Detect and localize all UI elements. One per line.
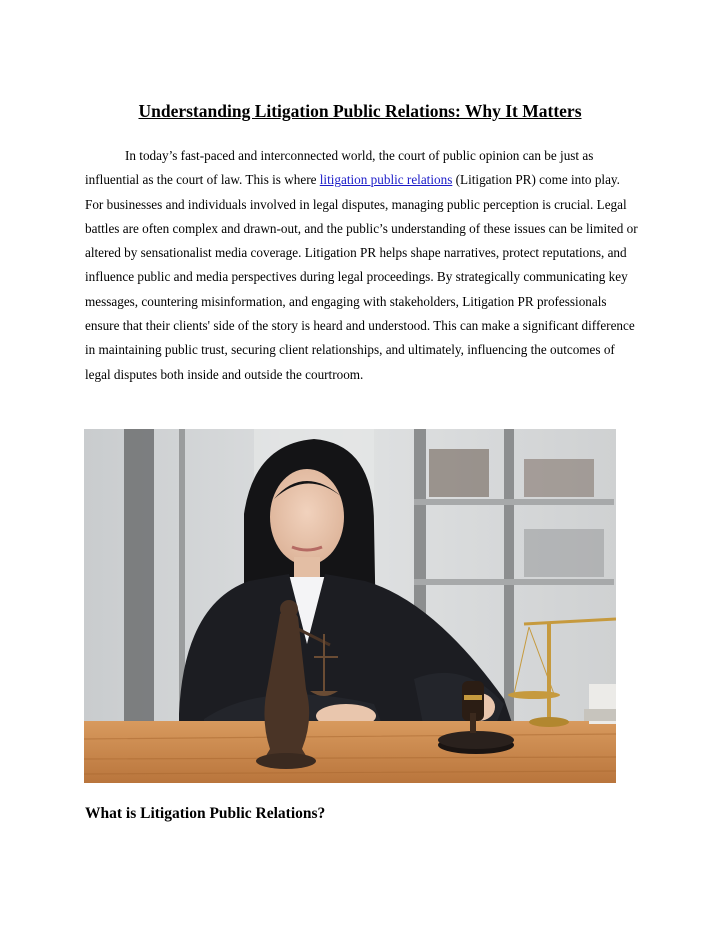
page-title: Understanding Litigation Public Relations: Why It Matters bbox=[138, 101, 582, 121]
litigation-pr-link[interactable]: litigation public relations bbox=[319, 172, 453, 188]
intro-paragraph bbox=[85, 144, 640, 387]
paragraph-text-end: (Litigation PR) come into play. For businesses and individuals involved in legal disputes, managing public perception is crucial. Legal battles are often complex and drawn-out, and the public’s understanding of these issues can be limited or altered by sensationalist media coverage. Litigation PR helps shape narratives, protect reputations, and influence public and media perspectives during legal proceedings. By strategically communicating key messages, countering misinformation, and engaging with stakeholders, Litigation PR professionals ensure that their clients' side of the story is heard and understood. This can make a significant difference in maintaining public trust, securing client relationships, and ultimately, influencing the outcomes of legal disputes both inside and outside the courtroom. bbox=[85, 172, 638, 382]
paragraph-text-start: In today’s fast-paced and interconnected world, the court of public opinion can be just as influential as the court of law. This is where bbox=[85, 148, 594, 188]
section-heading: What is Litigation Public Relations? bbox=[85, 805, 326, 822]
lawyer-with-gavel-photo bbox=[84, 429, 616, 783]
